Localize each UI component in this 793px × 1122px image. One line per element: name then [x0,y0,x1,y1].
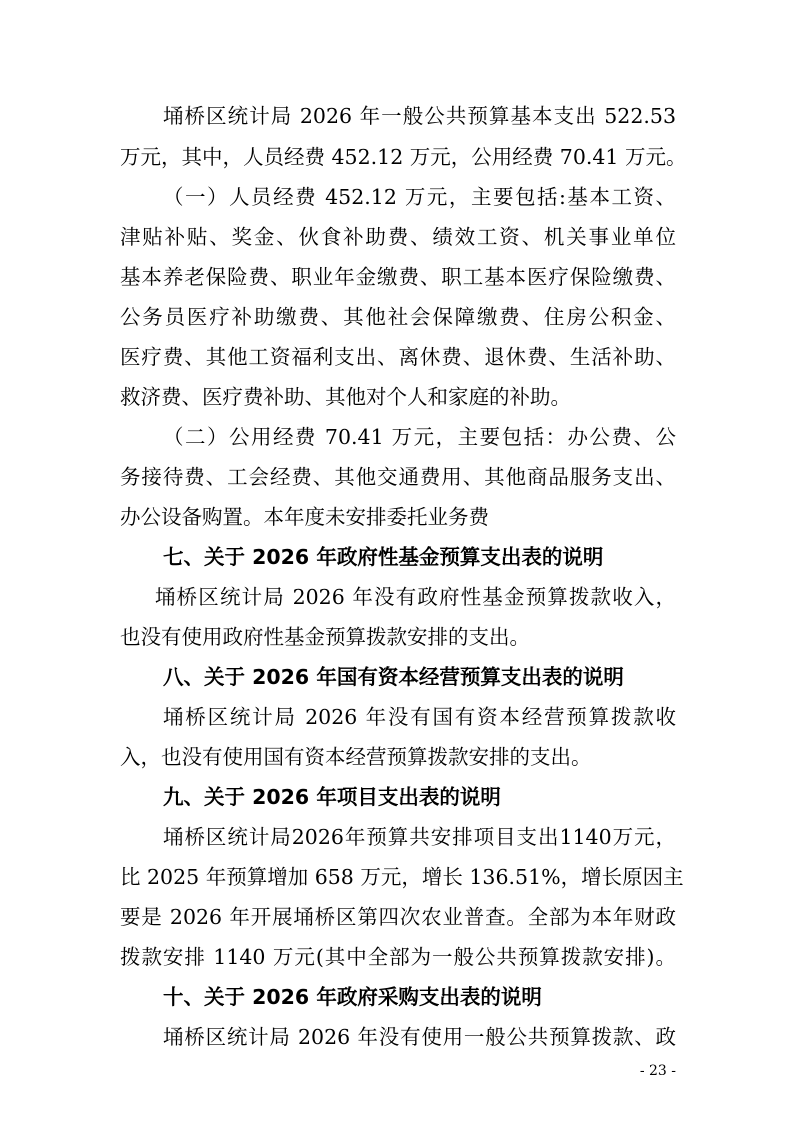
body-text-line: 要是 2026 年开展埇桥区第四次农业普查。全部为本年财政 [120,905,676,929]
body-text-line: 入，也没有使用国有资本经营预算拨款安排的支出。 [120,745,592,769]
body-text-line: 埇桥区统计局 2026 年一般公共预算基本支出 522.53 [163,104,676,128]
section-heading-9: 九、关于 2026 年项目支出表的说明 [163,785,501,809]
body-text-line: 埇桥区统计局 2026 年没有使用一般公共预算拨款、政 [163,1025,676,1049]
page-number: - 23 - [639,1063,676,1079]
body-text-line: 比 2025 年预算增加 658 万元，增长 136.51%，增长原因主 [120,865,684,889]
body-text-line: 医疗费、其他工资福利支出、离休费、退休费、生活补助、 [120,345,676,369]
body-text-line: 埇桥区统计局 2026 年没有国有资本经营预算拨款收 [163,705,676,729]
body-text-line: 埇桥区统计局2026年预算共安排项目支出1140万元， [163,825,676,849]
body-text-line: 基本养老保险费、职业年金缴费、职工基本医疗保险缴费、 [120,265,676,289]
body-text-line: 公务员医疗补助缴费、其他社会保障缴费、住房公积金、 [120,305,676,329]
body-text-line: 津贴补贴、奖金、伙食补助费、绩效工资、机关事业单位 [120,225,676,249]
body-text-line: 救济费、医疗费补助、其他对个人和家庭的补助。 [120,385,571,409]
body-text-line: 也没有使用政府性基金预算拨款安排的支出。 [120,625,530,649]
section-heading-10: 十、关于 2026 年政府采购支出表的说明 [163,985,542,1009]
body-text-line: 办公设备购置。本年度未安排委托业务费 [120,505,489,529]
body-text-line: 埇桥区统计局 2026 年没有政府性基金预算拨款收入， [155,585,676,609]
body-text-line: 万元，其中，人员经费 452.12 万元，公用经费 70.41 万元。 [120,145,687,169]
body-text-line: 务接待费、工会经费、其他交通费用、其他商品服务支出、 [120,465,676,489]
body-text-line: 拨款安排 1140 万元(其中全部为一般公共预算拨款安排)。 [120,945,676,969]
body-text-line: （一）人员经费 452.12 万元，主要包括:基本工资、 [163,185,676,209]
section-heading-8: 八、关于 2026 年国有资本经营预算支出表的说明 [163,665,624,689]
body-text-line: （二）公用经费 70.41 万元，主要包括：办公费、公 [163,425,676,449]
section-heading-7: 七、关于 2026 年政府性基金预算支出表的说明 [163,545,604,569]
